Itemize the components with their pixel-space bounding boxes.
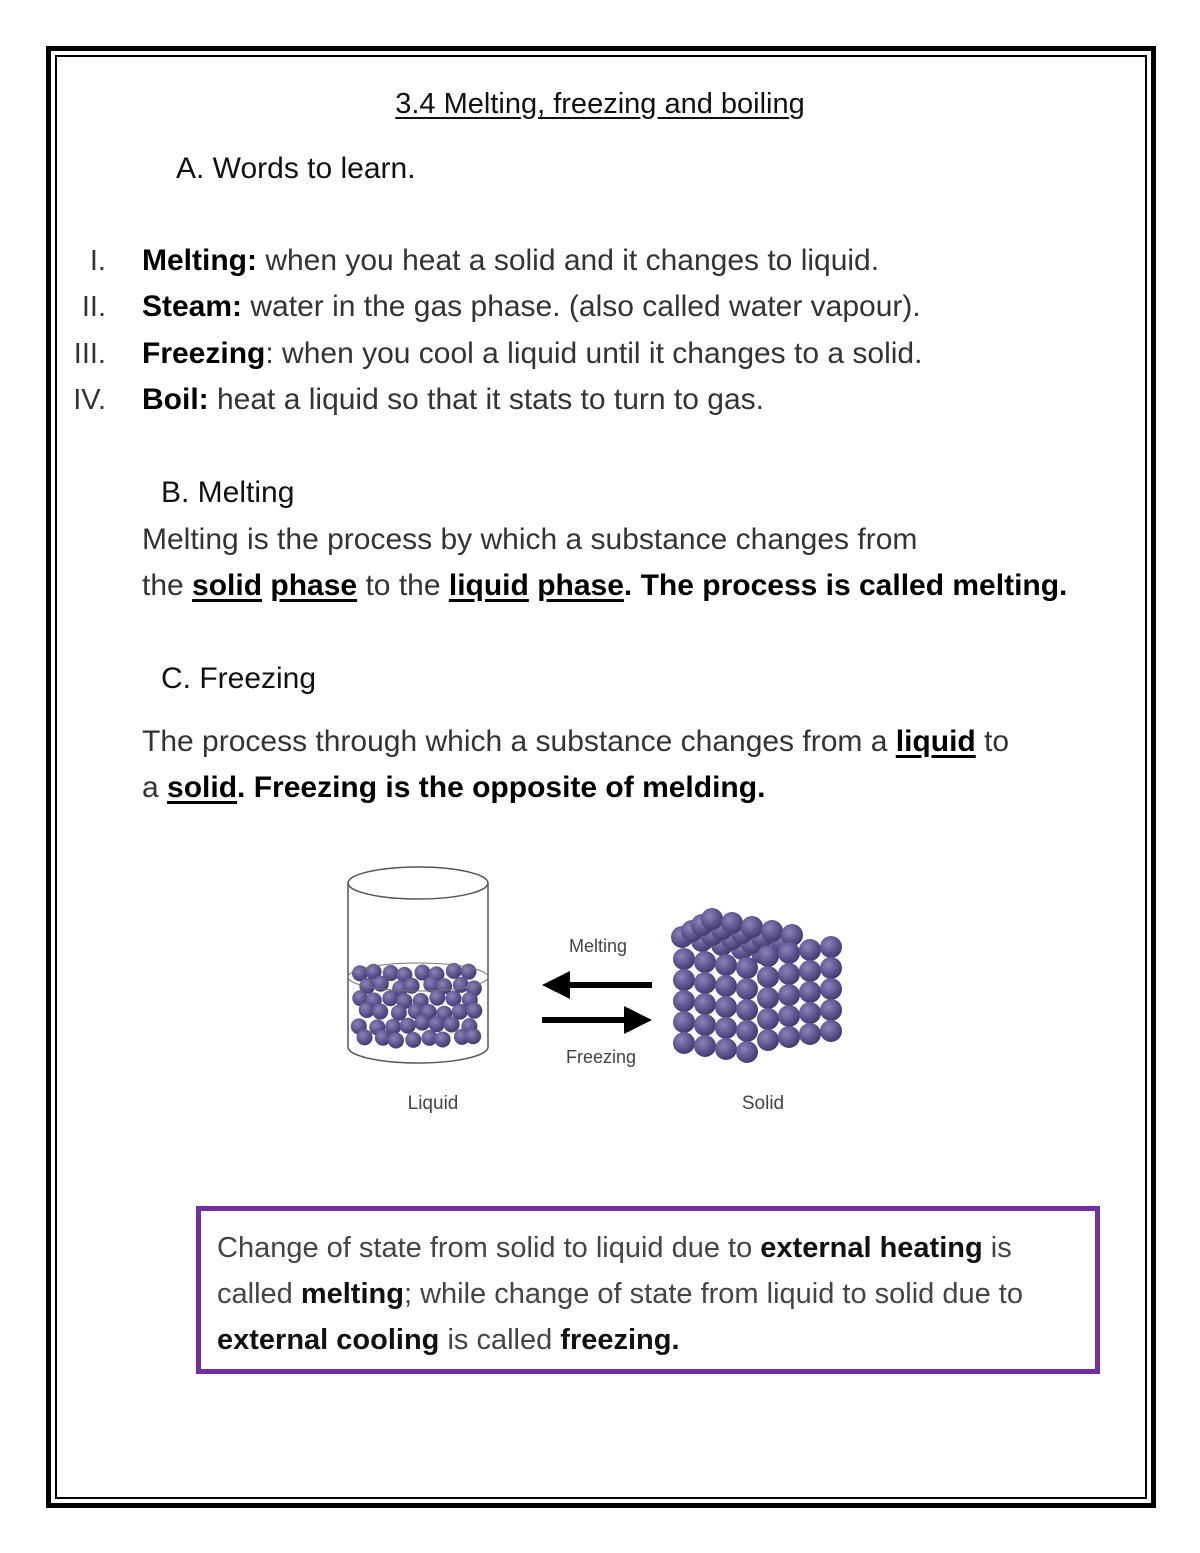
particle — [465, 1028, 481, 1044]
particle — [721, 912, 743, 934]
definition-term: Boil: — [142, 383, 209, 416]
numeral: I. — [89, 245, 106, 277]
particle — [701, 908, 723, 930]
particle — [694, 951, 716, 973]
bold-term: melting — [300, 1278, 404, 1310]
particle — [372, 1004, 388, 1020]
liquid-label: Liquid — [407, 1093, 459, 1114]
particle — [429, 1016, 445, 1032]
section-a-heading: A. Words to learn. — [176, 152, 416, 185]
particle — [694, 1014, 716, 1036]
numeral: III. — [73, 338, 106, 370]
particle — [715, 1017, 737, 1039]
particle — [778, 1005, 800, 1027]
particle — [715, 996, 737, 1018]
particle — [820, 999, 842, 1021]
melting-paragraph-line2 — [142, 569, 1067, 603]
particle — [673, 948, 695, 970]
particle — [414, 1015, 430, 1031]
particle — [736, 978, 758, 1000]
text-span: . The process is called melting. — [623, 569, 1068, 602]
underlined-term: phase — [270, 569, 358, 602]
particle — [736, 957, 758, 979]
definition-term: Melting: — [142, 244, 257, 277]
definition-text: when you heat a solid and it changes to liquid. — [256, 244, 880, 277]
freezing-paragraph-line1 — [142, 725, 1009, 759]
particle — [799, 1002, 821, 1024]
particle — [400, 1018, 416, 1034]
freezing-paragraph-line2 — [142, 771, 765, 805]
particle — [388, 1032, 404, 1048]
particle — [673, 990, 695, 1012]
particle — [736, 1020, 758, 1042]
particle — [757, 987, 779, 1009]
melting-paragraph-line1: Melting is the process by which a substance changes from — [142, 523, 918, 556]
freezing-arrow-icon — [542, 1006, 652, 1034]
definition-item — [142, 244, 879, 278]
section-b-heading: B. Melting — [161, 476, 295, 509]
page-title: 3.4 Melting, freezing and boiling — [395, 88, 805, 120]
particle — [391, 1005, 407, 1021]
particle — [778, 984, 800, 1006]
particle — [799, 981, 821, 1003]
definition-term: Steam: — [142, 290, 243, 323]
particle — [694, 1035, 716, 1057]
particle — [820, 978, 842, 1000]
particle — [778, 1026, 800, 1048]
underlined-term: liquid — [448, 569, 529, 602]
particle — [429, 990, 445, 1006]
particle — [757, 1029, 779, 1051]
definition-text: : when you cool a liquid until it changes to a solid. — [265, 337, 923, 370]
particle — [673, 969, 695, 991]
solid-lattice-icon — [671, 908, 842, 1063]
particle — [778, 942, 800, 964]
summary-callout-box — [196, 1206, 1100, 1374]
melting-label: Melting — [568, 936, 628, 956]
definition-text: water in the gas phase. (also called water vapour). — [242, 290, 921, 323]
particle — [466, 1003, 482, 1019]
particle — [799, 939, 821, 961]
particle — [820, 1020, 842, 1042]
particle — [757, 966, 779, 988]
particle — [799, 1023, 821, 1045]
text-span: Change of state from solid to liquid due to — [217, 1232, 761, 1264]
particle — [820, 957, 842, 979]
particle — [757, 945, 779, 967]
text-span: a — [142, 771, 168, 804]
particle — [715, 975, 737, 997]
text-span: The process through which a substance changes from a — [142, 725, 896, 758]
bold-term: external cooling — [217, 1324, 440, 1356]
text-span: is called — [217, 1232, 1012, 1310]
particle — [405, 1032, 421, 1048]
underlined-term: liquid — [895, 725, 976, 758]
definition-term: Freezing — [142, 337, 266, 370]
particle — [761, 920, 783, 942]
particle — [820, 936, 842, 958]
definition-item — [142, 337, 922, 371]
melting-arrow-icon — [542, 971, 652, 999]
underlined-term: solid — [192, 569, 263, 602]
particle — [673, 1011, 695, 1033]
particle — [673, 1032, 695, 1054]
phase-change-diagram — [330, 855, 870, 1125]
particle — [757, 1008, 779, 1030]
particle — [715, 1038, 737, 1060]
definition-item — [142, 383, 764, 417]
particle — [741, 916, 763, 938]
underlined-term: phase — [537, 569, 624, 602]
particle — [799, 960, 821, 982]
definition-item — [142, 290, 921, 324]
numeral: IV. — [73, 384, 106, 416]
particle — [444, 1016, 460, 1032]
text-span: to the — [357, 569, 449, 602]
numeral: II. — [81, 291, 106, 323]
text-span: the — [142, 569, 193, 602]
particle — [435, 1031, 451, 1047]
bold-term: external heating — [760, 1232, 983, 1264]
definition-text: heat a liquid so that it stats to turn to gas. — [208, 383, 764, 416]
bold-term: freezing. — [560, 1324, 680, 1356]
beaker-icon — [348, 867, 488, 1063]
text-span: is called — [439, 1324, 561, 1356]
underlined-term: solid — [167, 771, 238, 804]
particle — [778, 963, 800, 985]
particle — [736, 999, 758, 1021]
particle — [694, 972, 716, 994]
solid-label: Solid — [741, 1093, 785, 1114]
text-span: . Freezing is the opposite of melding. — [237, 771, 766, 804]
particle — [382, 990, 398, 1006]
text-span: to — [975, 725, 1010, 758]
freezing-label: Freezing — [565, 1047, 637, 1067]
text-span: ; while change of state from liquid to solid due to — [403, 1278, 1023, 1310]
section-c-heading: C. Freezing — [161, 662, 317, 695]
particle — [715, 954, 737, 976]
particle — [359, 1002, 375, 1018]
particle — [694, 993, 716, 1015]
particle — [357, 1029, 373, 1045]
particle — [736, 1041, 758, 1063]
